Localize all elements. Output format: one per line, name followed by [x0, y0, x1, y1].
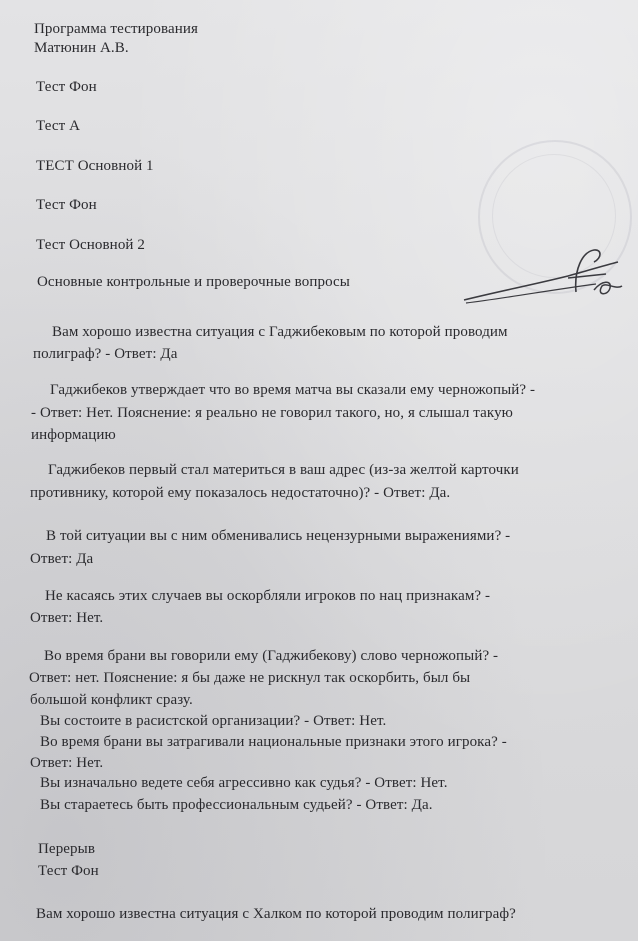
question-text: информацию [31, 427, 116, 443]
question-text: В той ситуации вы с ним обменивались нецензурными выражениями? - [46, 528, 511, 544]
question-text: Вам хорошо известна ситуация с Гаджибековым по которой проводим [52, 324, 508, 340]
question-text: Вы состоите в расистской организации? - Ответ: Нет. [40, 713, 387, 729]
question-text: большой конфликт сразу. [30, 692, 193, 708]
question-text: Ответ: Да [30, 551, 94, 567]
question-text: противнику, которой ему показалось недостаточно)? - Ответ: Да. [30, 485, 451, 501]
section-heading: Тест Фон [36, 197, 97, 213]
handwritten-signature [456, 240, 626, 310]
author-name: Матюнин А.В. [34, 40, 129, 56]
break-label: Перерыв [38, 841, 96, 857]
question-text: Вы изначально ведете себя агрессивно как судья? - Ответ: Нет. [40, 775, 448, 791]
question-text: Гаджибеков первый стал материться в ваш адрес (из-за желтой карточки [48, 462, 519, 478]
program-title: Программа тестирования [34, 21, 198, 37]
section-heading: Тест Основной 2 [36, 237, 145, 253]
section-heading: Основные контрольные и проверочные вопросы [37, 274, 350, 290]
question-text: полиграф? - Ответ: Да [33, 346, 178, 362]
section-heading: ТЕСТ Основной 1 [36, 158, 154, 174]
question-text: - Ответ: Нет. Пояснение: я реально не говорил такого, но, я слышал такую [31, 405, 513, 421]
question-text: Во время брани вы затрагивали национальные признаки этого игрока? - [40, 734, 507, 750]
question-text: Вы стараетесь быть профессиональным судьей? - Ответ: Да. [40, 797, 433, 813]
question-text: Не касаясь этих случаев вы оскорбляли игроков по нац признакам? - [45, 588, 491, 604]
question-text: Во время брани вы говорили ему (Гаджибекову) слово черножопый? - [44, 648, 499, 664]
question-text: Гаджибеков утверждает что во время матча вы сказали ему черножопый? - [50, 382, 536, 398]
question-text: Вам хорошо известна ситуация с Халком по которой проводим полиграф? [36, 906, 516, 922]
question-text: Ответ: нет. Пояснение: я бы даже не рискнул так оскорбить, был бы [29, 670, 471, 686]
section-heading: Тест Фон [38, 863, 99, 879]
question-text: Ответ: Нет. [30, 755, 104, 771]
section-heading: Тест Фон [36, 79, 97, 95]
question-text: Ответ: Нет. [30, 610, 104, 626]
section-heading: Тест А [36, 118, 81, 134]
